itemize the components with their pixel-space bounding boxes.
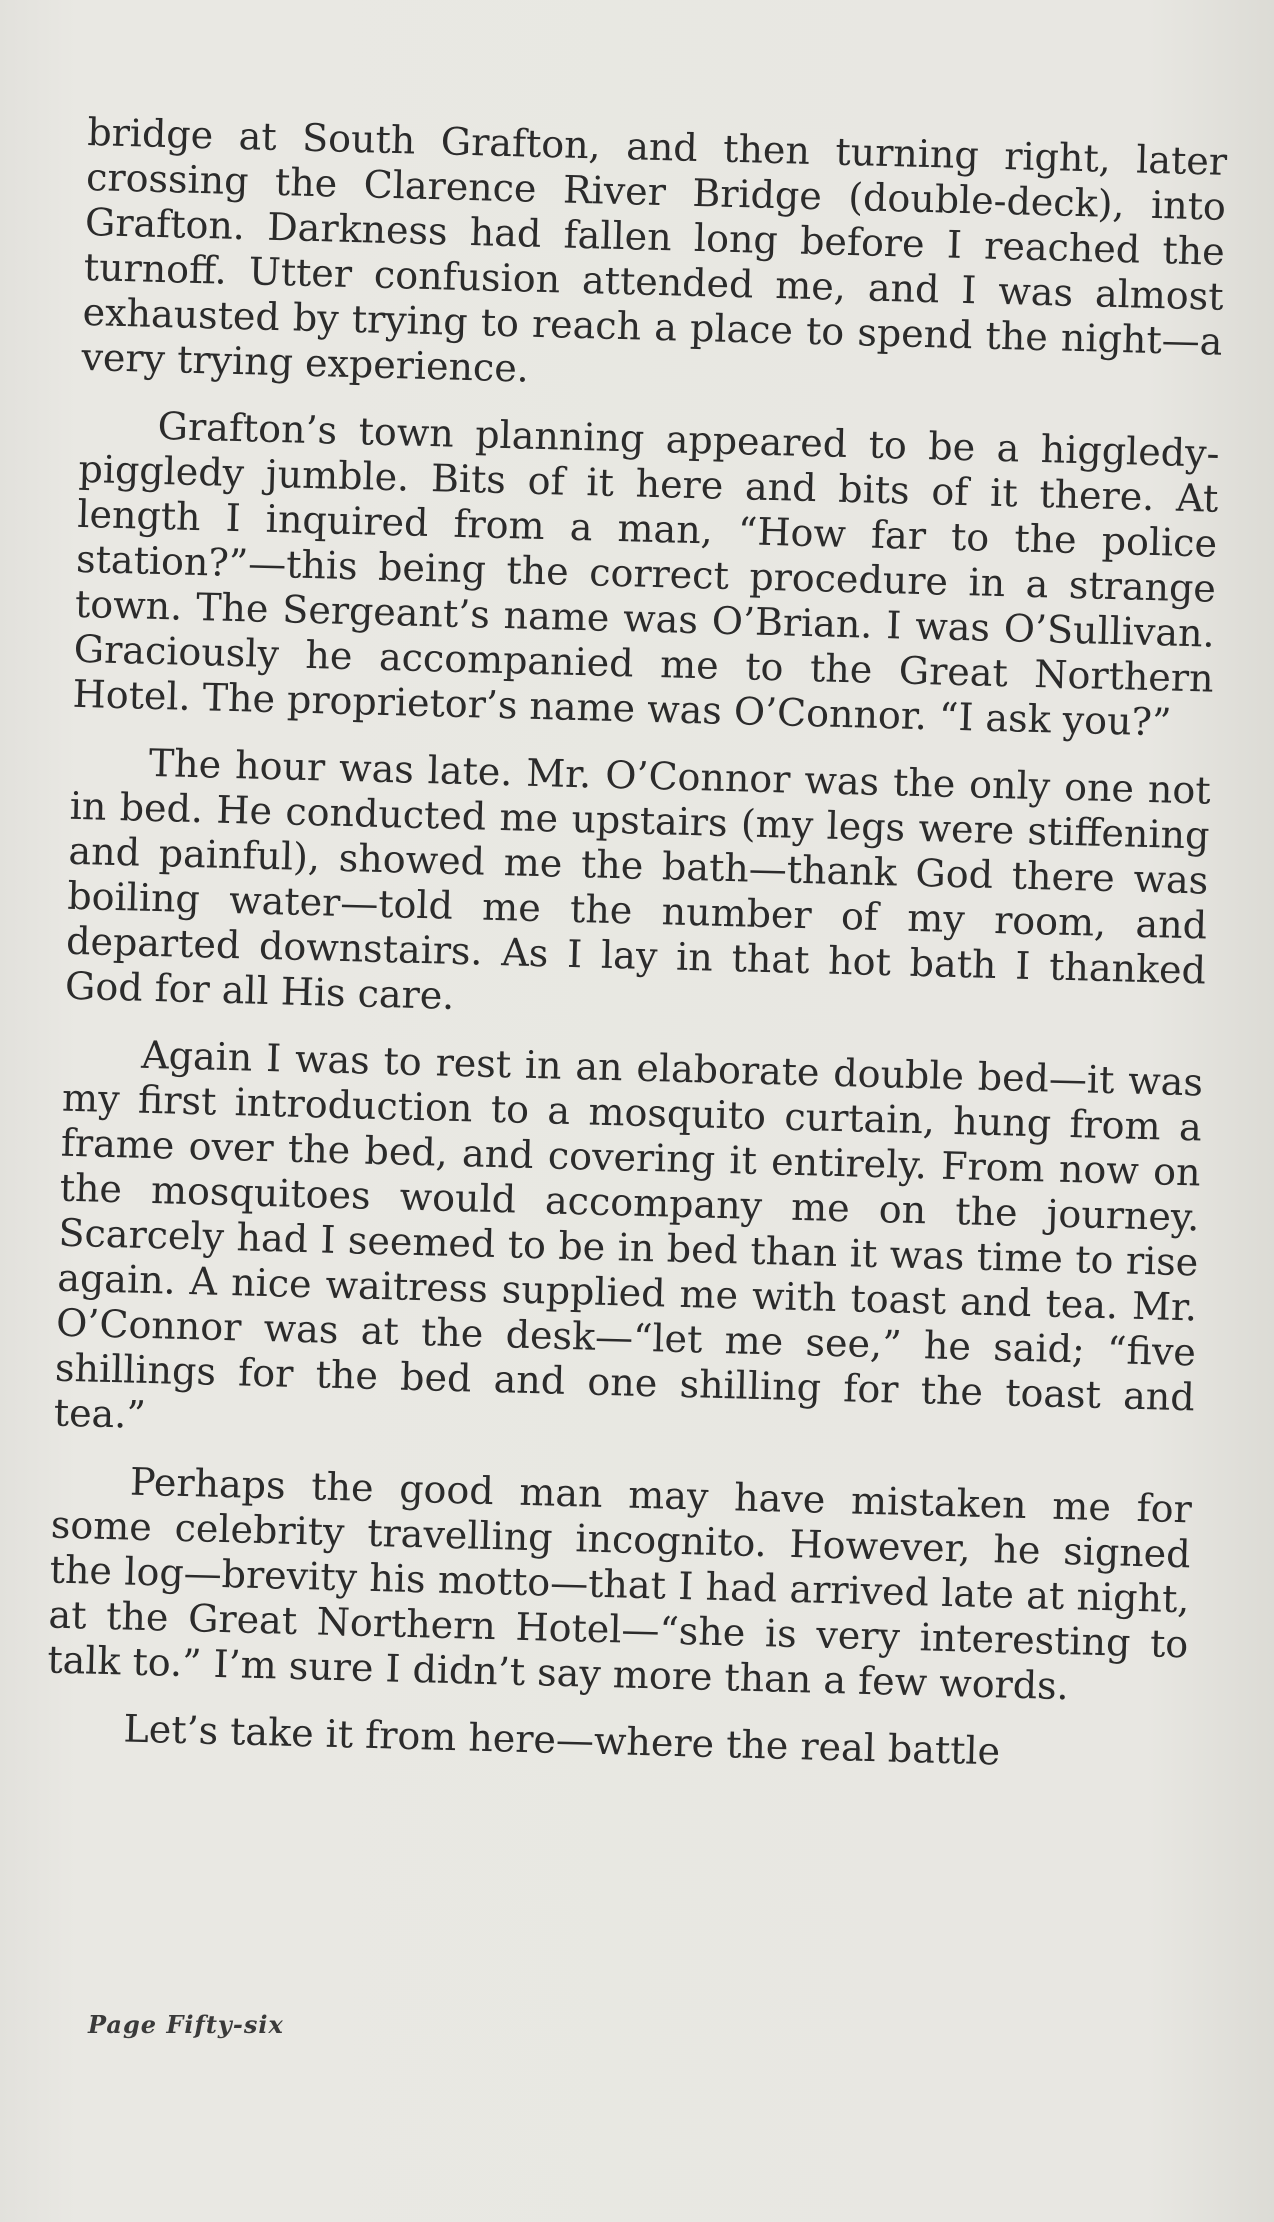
paragraph-1: bridge at South Grafton, and then turning right, later crossing the Clarence River Bridge (double-deck), into Grafton. Darkness had fallen long before I reached the turnoff. Utter confusion attended me, and I was almost exhausted by trying to reach a place to spend the night—a very trying experience. [80, 110, 1228, 391]
body-text [45, 110, 1228, 1779]
paragraph-4: Again I was to rest in an elaborate double bed—it was my first introduction to a mosquito curtain, hung from a frame over the bed, and covering it entirely. From now on the mosquitoes would accompany me on the journey. Scarcely had I seemed to be in bed than it was time to rise again. A nice waitress supplied me with toast and tea. Mr. O’Connor was at the desk—“let me see,” he said; “five shillings for the bed and one shilling for the toast and tea.” [53, 1032, 1204, 1437]
paragraph-3: The hour was late. Mr. O’Connor was the only one not in bed. He conducted me upstairs (my legs were stiffening and painful), showed me the bath—thank God there was boiling water—told me the number of my room, and departed downstairs. As I lay in that hot bath I thanked God for all His care. [64, 740, 1212, 1018]
paragraph-6: Let’s take it from here—where the real battle [123, 1706, 1001, 1774]
paragraph-2: Grafton’s town planning appeared to be a higgledy-piggledy jumble. Bits of it here and bits of it there. At length I inquired from a man, “How far to the police station?”—this being the correct procedure in a strange town. The Sergeant’s name was O’Brian. I was O’Sullivan. Graciously he accompanied me to the Great Northern Hotel. The proprietor’s name was O’Connor. “I ask you?” [72, 403, 1220, 745]
paragraph-5: Perhaps the good man may have mistaken me for some celebrity travelling incognito. However, he signed the log—brevity his motto—that I had arrived late at night, at the Great Northern Hotel—“she is very interesting to talk to.” I’m sure I didn’t say more than a few words. [46, 1459, 1193, 1709]
page-number: Page Fifty-six [88, 2010, 284, 2039]
